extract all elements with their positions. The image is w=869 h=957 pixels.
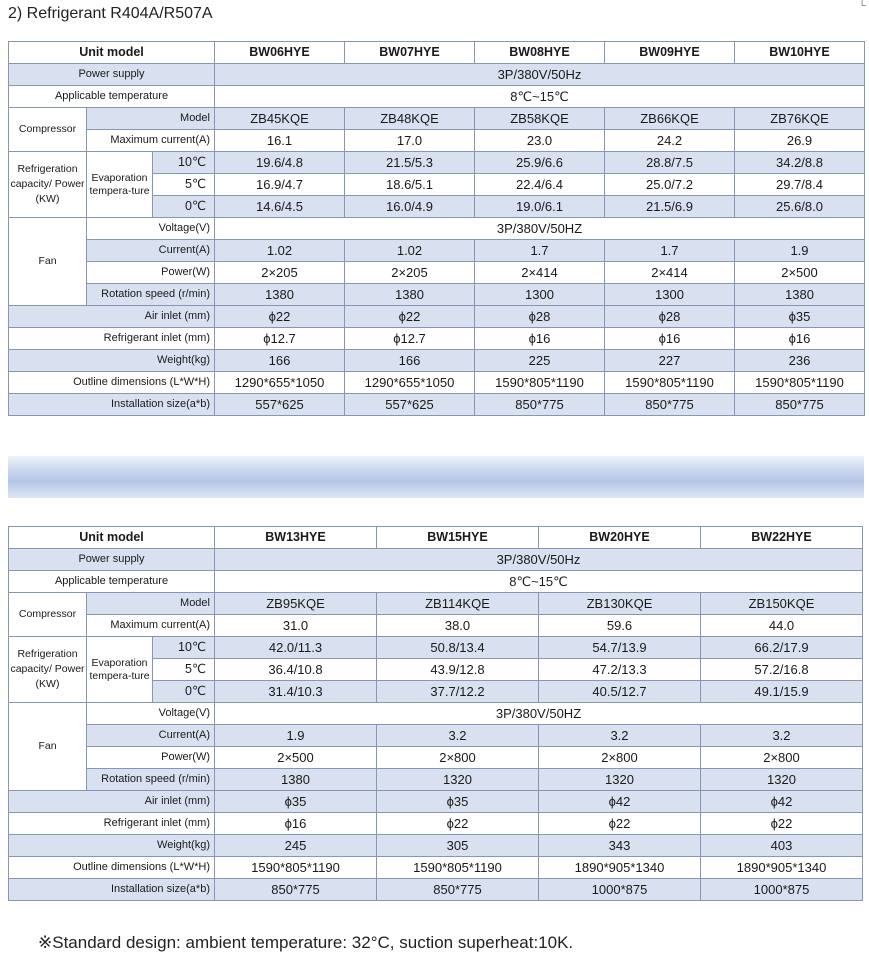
installation-size-value: 1000*875	[539, 879, 701, 901]
fan-current-value: 1.02	[215, 240, 345, 262]
table-row	[9, 372, 865, 394]
fan-voltage-label: Voltage(V)	[87, 703, 215, 725]
max-current-value: 26.9	[735, 130, 865, 152]
table-row	[9, 791, 863, 813]
table-row	[9, 350, 865, 372]
fan-power-value: 2×500	[735, 262, 865, 284]
table-row	[9, 240, 865, 262]
capacity-10-value: 21.5/5.3	[345, 152, 475, 174]
power-supply-label: Power supply	[9, 64, 215, 86]
fan-voltage-value: 3P/380V/50HZ	[215, 703, 863, 725]
table-row	[9, 527, 863, 549]
outline-dimensions-value: 1590*805*1190	[735, 372, 865, 394]
installation-size-value: 557*625	[215, 394, 345, 416]
installation-size-label: Installation size(a*b)	[9, 394, 215, 416]
weight-label: Weight(kg)	[9, 350, 215, 372]
spec-table-2	[8, 526, 863, 901]
capacity-0-value: 16.0/4.9	[345, 196, 475, 218]
capacity-5-value: 43.9/12.8	[377, 659, 539, 681]
fan-label: Fan	[9, 218, 87, 306]
capacity-5-value: 25.0/7.2	[605, 174, 735, 196]
applicable-temperature-value: 8℃~15℃	[215, 571, 863, 593]
table-row	[9, 615, 863, 637]
capacity-0-value: 49.1/15.9	[701, 681, 863, 703]
fan-current-value: 3.2	[377, 725, 539, 747]
capacity-5-value: 16.9/4.7	[215, 174, 345, 196]
rotation-speed-value: 1320	[701, 769, 863, 791]
table-row	[9, 86, 865, 108]
capacity-0-value: 31.4/10.3	[215, 681, 377, 703]
capacity-0-value: 21.5/6.9	[605, 196, 735, 218]
compressor-model-value: ZB76KQE	[735, 108, 865, 130]
outline-dimensions-value: 1590*805*1190	[475, 372, 605, 394]
capacity-10-value: 42.0/11.3	[215, 637, 377, 659]
air-inlet-value: ϕ35	[215, 791, 377, 813]
installation-size-label: Installation size(a*b)	[9, 879, 215, 901]
compressor-model-label: Model	[87, 108, 215, 130]
fan-power-value: 2×800	[539, 747, 701, 769]
capacity-0-value: 40.5/12.7	[539, 681, 701, 703]
capacity-10-value: 28.8/7.5	[605, 152, 735, 174]
max-current-value: 16.1	[215, 130, 345, 152]
applicable-temperature-label: Applicable temperature	[9, 571, 215, 593]
air-inlet-value: ϕ42	[539, 791, 701, 813]
footnote: ※Standard design: ambient temperature: 32°C, suction superheat:10K.	[38, 933, 574, 952]
capacity-5-value: 22.4/6.4	[475, 174, 605, 196]
table-row	[9, 879, 863, 901]
compressor-label: Compressor	[9, 593, 87, 637]
weight-value: 225	[475, 350, 605, 372]
capacity-10-value: 66.2/17.9	[701, 637, 863, 659]
fan-power-value: 2×414	[605, 262, 735, 284]
installation-size-value: 850*775	[475, 394, 605, 416]
table-row	[9, 306, 865, 328]
capacity-10-value: 19.6/4.8	[215, 152, 345, 174]
installation-size-value: 850*775	[735, 394, 865, 416]
max-current-value: 38.0	[377, 615, 539, 637]
outline-dimensions-value: 1890*905*1340	[701, 857, 863, 879]
weight-label: Weight(kg)	[9, 835, 215, 857]
max-current-label: Maximum current(A)	[87, 615, 215, 637]
capacity-10-value: 50.8/13.4	[377, 637, 539, 659]
weight-value: 403	[701, 835, 863, 857]
temp-0-label: 0℃	[153, 681, 215, 703]
table-row	[9, 152, 865, 174]
max-current-value: 59.6	[539, 615, 701, 637]
rotation-speed-value: 1300	[475, 284, 605, 306]
model-header: BW20HYE	[539, 527, 701, 549]
fan-power-value: 2×414	[475, 262, 605, 284]
capacity-0-value: 19.0/6.1	[475, 196, 605, 218]
fan-voltage-value: 3P/380V/50HZ	[215, 218, 865, 240]
refrigeration-capacity-label: Refrigeration capacity/ Power (KW)	[9, 152, 87, 218]
refrigerant-inlet-value: ϕ22	[539, 813, 701, 835]
rotation-speed-value: 1380	[345, 284, 475, 306]
table-row	[9, 637, 863, 659]
outline-dimensions-value: 1290*655*1050	[345, 372, 475, 394]
rotation-speed-value: 1380	[735, 284, 865, 306]
table-row	[9, 813, 863, 835]
model-header: BW22HYE	[701, 527, 863, 549]
installation-size-value: 850*775	[215, 879, 377, 901]
unit-model-label: Unit model	[9, 42, 215, 64]
refrigerant-inlet-value: ϕ16	[475, 328, 605, 350]
fan-power-label: Power(W)	[87, 262, 215, 284]
compressor-model-label: Model	[87, 593, 215, 615]
table-row	[9, 218, 865, 240]
model-header: BW07HYE	[345, 42, 475, 64]
evaporation-temperature-label: Evaporation tempera-ture	[87, 637, 153, 703]
applicable-temperature-value: 8℃~15℃	[215, 86, 865, 108]
table-row	[9, 549, 863, 571]
fan-current-value: 1.9	[215, 725, 377, 747]
air-inlet-value: ϕ28	[475, 306, 605, 328]
table-row	[9, 857, 863, 879]
fan-label: Fan	[9, 703, 87, 791]
corner-mark: └	[858, 0, 866, 12]
capacity-10-value: 25.9/6.6	[475, 152, 605, 174]
rotation-speed-value: 1300	[605, 284, 735, 306]
weight-value: 166	[215, 350, 345, 372]
table-row	[9, 130, 865, 152]
max-current-value: 23.0	[475, 130, 605, 152]
max-current-value: 31.0	[215, 615, 377, 637]
refrigerant-inlet-label: Refrigerant inlet (mm)	[9, 328, 215, 350]
air-inlet-value: ϕ22	[345, 306, 475, 328]
outline-dimensions-value: 1590*805*1190	[215, 857, 377, 879]
temp-10-label: 10℃	[153, 637, 215, 659]
fan-current-label: Current(A)	[87, 725, 215, 747]
installation-size-value: 850*775	[605, 394, 735, 416]
capacity-10-value: 34.2/8.8	[735, 152, 865, 174]
capacity-0-value: 25.6/8.0	[735, 196, 865, 218]
refrigerant-inlet-value: ϕ12.7	[215, 328, 345, 350]
weight-value: 227	[605, 350, 735, 372]
outline-dimensions-label: Outline dimensions (L*W*H)	[9, 372, 215, 394]
capacity-0-value: 37.7/12.2	[377, 681, 539, 703]
table-row	[9, 108, 865, 130]
installation-size-value: 1000*875	[701, 879, 863, 901]
table-row	[9, 284, 865, 306]
capacity-5-value: 57.2/16.8	[701, 659, 863, 681]
weight-value: 236	[735, 350, 865, 372]
outline-dimensions-value: 1590*805*1190	[377, 857, 539, 879]
fan-current-value: 1.7	[605, 240, 735, 262]
outline-dimensions-value: 1590*805*1190	[605, 372, 735, 394]
outline-dimensions-value: 1290*655*1050	[215, 372, 345, 394]
model-header: BW15HYE	[377, 527, 539, 549]
compressor-model-value: ZB66KQE	[605, 108, 735, 130]
refrigerant-inlet-label: Refrigerant inlet (mm)	[9, 813, 215, 835]
installation-size-value: 557*625	[345, 394, 475, 416]
refrigerant-inlet-value: ϕ12.7	[345, 328, 475, 350]
refrigeration-capacity-label: Refrigeration capacity/ Power (KW)	[9, 637, 87, 703]
temp-5-label: 5℃	[153, 659, 215, 681]
fan-current-value: 3.2	[701, 725, 863, 747]
compressor-model-value: ZB45KQE	[215, 108, 345, 130]
power-supply-value: 3P/380V/50Hz	[215, 549, 863, 571]
compressor-model-value: ZB130KQE	[539, 593, 701, 615]
refrigerant-inlet-value: ϕ16	[735, 328, 865, 350]
capacity-5-value: 29.7/8.4	[735, 174, 865, 196]
spec-table-1	[8, 41, 865, 416]
temp-5-label: 5℃	[153, 174, 215, 196]
table-row	[9, 747, 863, 769]
model-header: BW10HYE	[735, 42, 865, 64]
compressor-model-value: ZB150KQE	[701, 593, 863, 615]
power-supply-label: Power supply	[9, 549, 215, 571]
model-header: BW13HYE	[215, 527, 377, 549]
table-row	[9, 394, 865, 416]
refrigerant-inlet-value: ϕ16	[215, 813, 377, 835]
rotation-speed-label: Rotation speed (r/min)	[87, 769, 215, 791]
air-inlet-value: ϕ28	[605, 306, 735, 328]
table-row	[9, 42, 865, 64]
rotation-speed-value: 1380	[215, 769, 377, 791]
table-row	[9, 64, 865, 86]
model-header: BW08HYE	[475, 42, 605, 64]
rotation-speed-value: 1320	[377, 769, 539, 791]
fan-power-value: 2×500	[215, 747, 377, 769]
table-row	[9, 593, 863, 615]
air-inlet-label: Air inlet (mm)	[9, 306, 215, 328]
refrigerant-inlet-value: ϕ22	[701, 813, 863, 835]
outline-dimensions-label: Outline dimensions (L*W*H)	[9, 857, 215, 879]
fan-power-value: 2×800	[377, 747, 539, 769]
capacity-10-value: 54.7/13.9	[539, 637, 701, 659]
table-row	[9, 328, 865, 350]
rotation-speed-label: Rotation speed (r/min)	[87, 284, 215, 306]
weight-value: 245	[215, 835, 377, 857]
capacity-0-value: 14.6/4.5	[215, 196, 345, 218]
max-current-value: 24.2	[605, 130, 735, 152]
refrigerant-inlet-value: ϕ22	[377, 813, 539, 835]
fan-current-value: 1.7	[475, 240, 605, 262]
fan-current-value: 1.02	[345, 240, 475, 262]
max-current-value: 17.0	[345, 130, 475, 152]
max-current-label: Maximum current(A)	[87, 130, 215, 152]
rotation-speed-value: 1320	[539, 769, 701, 791]
compressor-model-value: ZB95KQE	[215, 593, 377, 615]
fan-voltage-label: Voltage(V)	[87, 218, 215, 240]
air-inlet-value: ϕ22	[215, 306, 345, 328]
fan-current-label: Current(A)	[87, 240, 215, 262]
power-supply-value: 3P/380V/50Hz	[215, 64, 865, 86]
divider-band	[8, 456, 864, 498]
capacity-5-value: 36.4/10.8	[215, 659, 377, 681]
weight-value: 343	[539, 835, 701, 857]
air-inlet-value: ϕ35	[377, 791, 539, 813]
fan-current-value: 3.2	[539, 725, 701, 747]
capacity-5-value: 18.6/5.1	[345, 174, 475, 196]
fan-power-value: 2×205	[215, 262, 345, 284]
air-inlet-label: Air inlet (mm)	[9, 791, 215, 813]
model-header: BW09HYE	[605, 42, 735, 64]
unit-model-label: Unit model	[9, 527, 215, 549]
temp-0-label: 0℃	[153, 196, 215, 218]
fan-current-value: 1.9	[735, 240, 865, 262]
weight-value: 305	[377, 835, 539, 857]
model-header: BW06HYE	[215, 42, 345, 64]
compressor-model-value: ZB114KQE	[377, 593, 539, 615]
table-row	[9, 262, 865, 284]
air-inlet-value: ϕ35	[735, 306, 865, 328]
air-inlet-value: ϕ42	[701, 791, 863, 813]
fan-power-value: 2×800	[701, 747, 863, 769]
compressor-model-value: ZB58KQE	[475, 108, 605, 130]
table-row	[9, 725, 863, 747]
table-row	[9, 571, 863, 593]
installation-size-value: 850*775	[377, 879, 539, 901]
fan-power-label: Power(W)	[87, 747, 215, 769]
capacity-5-value: 47.2/13.3	[539, 659, 701, 681]
compressor-model-value: ZB48KQE	[345, 108, 475, 130]
table-row	[9, 835, 863, 857]
applicable-temperature-label: Applicable temperature	[9, 86, 215, 108]
table-row	[9, 769, 863, 791]
fan-power-value: 2×205	[345, 262, 475, 284]
table-row	[9, 703, 863, 725]
section-title: 2) Refrigerant R404A/R507A	[8, 5, 213, 22]
max-current-value: 44.0	[701, 615, 863, 637]
refrigerant-inlet-value: ϕ16	[605, 328, 735, 350]
outline-dimensions-value: 1890*905*1340	[539, 857, 701, 879]
weight-value: 166	[345, 350, 475, 372]
rotation-speed-value: 1380	[215, 284, 345, 306]
evaporation-temperature-label: Evaporation tempera-ture	[87, 152, 153, 218]
compressor-label: Compressor	[9, 108, 87, 152]
temp-10-label: 10℃	[153, 152, 215, 174]
